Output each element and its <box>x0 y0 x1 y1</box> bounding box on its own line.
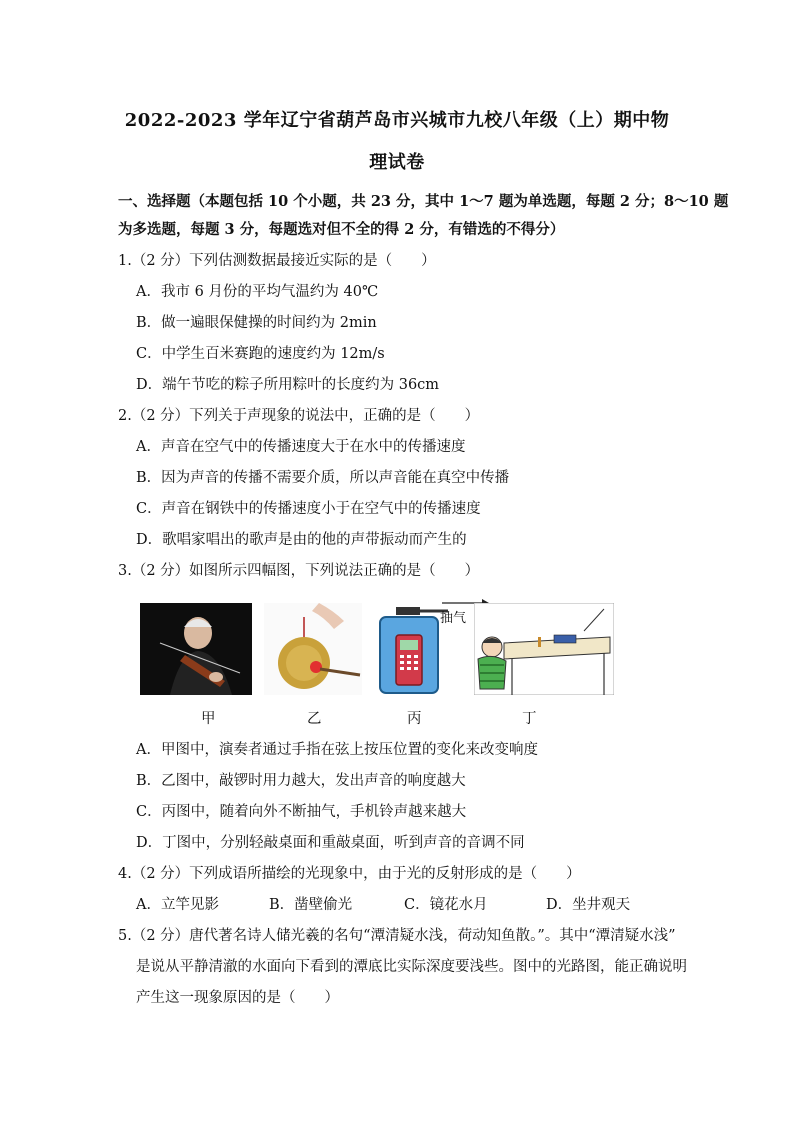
question-1-stem: 1.（2 分）下列估测数据最接近实际的是（ ） <box>118 253 436 269</box>
question-3-option-c: C．丙图中，随着向外不断抽气，手机铃声越来越大 <box>136 804 467 820</box>
question-4-option-b: B．凿壁偷光 <box>269 897 353 913</box>
question-2-option-b: B．因为声音的传播不需要介质，所以声音能在真空中传播 <box>136 470 510 486</box>
question-3-option-a: A．甲图中，演奏者通过手指在弦上按压位置的变化来改变响度 <box>136 742 538 758</box>
figure-caption-bing: 丙 <box>407 711 422 727</box>
section-heading-line2: 为多选题，每题 3 分，每题选对但不全的得 2 分，有错选的不得分） <box>118 221 565 238</box>
question-1-option-c: C．中学生百米赛跑的速度约为 12m/s <box>136 346 385 362</box>
question-2-option-d: D．歌唱家唱出的歌声是由的他的声带振动而产生的 <box>136 532 467 548</box>
question-5-line2: 是说从平静清澈的水面向下看到的潭底比实际深度要浅些。图中的光路图，能正确说明 <box>136 959 687 975</box>
question-5-line1: 5.（2 分）唐代著名诗人储光羲的名句“潭清疑水浅，荷动知鱼散。”。其中“潭清疑水浅” <box>118 928 676 944</box>
question-3-option-d: D．丁图中，分别轻敲桌面和重敲桌面，听到声音的音调不同 <box>136 835 525 851</box>
violinist-image <box>140 603 252 695</box>
question-4-option-d: D．坐井观天 <box>546 897 631 913</box>
question-5-line3: 产生这一现象原因的是（ ） <box>136 990 339 1006</box>
figure-caption-ding: 丁 <box>522 711 537 727</box>
section-heading-line1: 一、选择题（本题包括 10 个小题，共 23 分，其中 1～7 题为单选题，每题 2 分；8～10 题 <box>118 193 729 210</box>
question-2-option-c: C．声音在钢铁中的传播速度小于在空气中的传播速度 <box>136 501 481 517</box>
question-4-option-c: C．镜花水月 <box>404 897 488 913</box>
question-1-option-a: A．我市 6 月份的平均气温约为 40℃ <box>136 284 379 300</box>
question-2-option-a: A．声音在空气中的传播速度大于在水中的传播速度 <box>136 439 466 455</box>
question-4-stem: 4.（2 分）下列成语所描绘的光现象中，由于光的反射形成的是（ ） <box>118 866 581 882</box>
boy-desk-image <box>474 603 614 695</box>
question-4-option-a: A．立竿见影 <box>136 897 219 913</box>
figure-caption-yi: 乙 <box>307 711 322 727</box>
figure-caption-jia: 甲 <box>201 711 216 727</box>
exam-title-line2: 理试卷 <box>369 152 425 173</box>
question-1-option-b: B．做一遍眼保健操的时间约为 2min <box>136 315 377 331</box>
pump-out-label: 抽气 <box>440 611 467 626</box>
question-1-option-d: D．端午节吃的粽子所用粽叶的长度约为 36cm <box>136 377 440 393</box>
question-3-option-b: B．乙图中，敲锣时用力越大，发出声音的响度越大 <box>136 773 466 789</box>
question-3-stem: 3.（2 分）如图所示四幅图，下列说法正确的是（ ） <box>118 563 480 579</box>
gong-image <box>264 603 362 695</box>
exam-title-line1: 2022-2023 学年辽宁省葫芦岛市兴城市九校八年级（上）期中物 <box>124 110 670 131</box>
question-2-stem: 2.（2 分）下列关于声现象的说法中，正确的是（ ） <box>118 408 480 424</box>
